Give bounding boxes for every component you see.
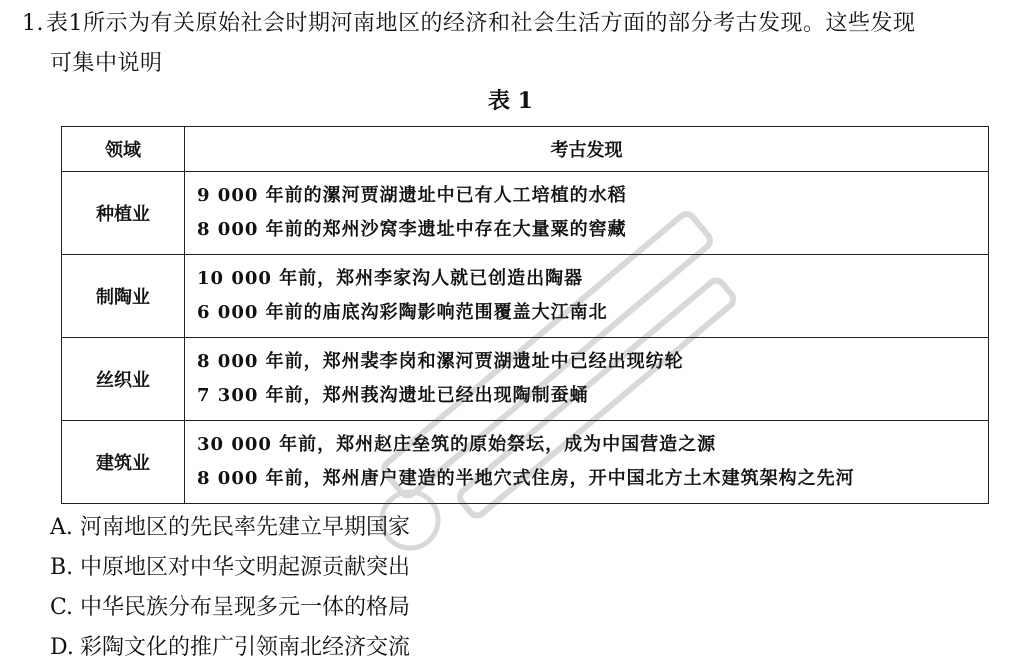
option-letter: A. xyxy=(50,515,73,540)
row-field: 制陶业 xyxy=(62,255,185,338)
row-finds xyxy=(185,255,989,338)
row-finds xyxy=(185,421,989,504)
table-row xyxy=(62,421,989,504)
question-text-2: 可集中说明 xyxy=(50,51,163,76)
table-row xyxy=(62,255,989,338)
question-line-1 xyxy=(22,4,1012,44)
option-d[interactable] xyxy=(50,628,950,668)
find-item: 8 000 年前，郑州唐户建造的半地穴式住房，开中国北方土木建筑架构之先河 xyxy=(197,468,855,489)
row-finds xyxy=(185,172,989,255)
find-item: 30 000 年前，郑州赵庄垒筑的原始祭坛，成为中国营造之源 xyxy=(197,434,717,455)
find-item: 8 000 年前的郑州沙窝李遗址中存在大量粟的窖藏 xyxy=(197,219,627,240)
option-text: 彩陶文化的推广引领南北经济交流 xyxy=(80,635,411,660)
find-item: 6 000 年前的庙底沟彩陶影响范围覆盖大江南北 xyxy=(197,302,608,323)
table-row xyxy=(62,172,989,255)
answer-options xyxy=(50,508,950,668)
option-letter: B. xyxy=(50,555,74,580)
table-header-row xyxy=(62,127,989,172)
option-text: 河南地区的先民率先建立早期国家 xyxy=(80,515,411,540)
option-c[interactable] xyxy=(50,588,950,628)
option-letter: D. xyxy=(50,635,74,660)
row-field: 建筑业 xyxy=(62,421,185,504)
question-stem xyxy=(22,4,1012,84)
option-a[interactable] xyxy=(50,508,950,548)
option-b[interactable] xyxy=(50,548,950,588)
option-text: 中华民族分布呈现多元一体的格局 xyxy=(80,595,411,620)
row-field: 丝织业 xyxy=(62,338,185,421)
header-field: 领域 xyxy=(62,127,185,172)
find-item: 7 300 年前，郑州莪沟遗址已经出现陶制蚕蛹 xyxy=(197,385,589,406)
question-text-1: 表1所示为有关原始社会时期河南地区的经济和社会生活方面的部分考古发现。这些发现 xyxy=(46,11,916,36)
table-row xyxy=(62,338,989,421)
row-field: 种植业 xyxy=(62,172,185,255)
archaeology-table xyxy=(61,126,989,504)
find-item: 8 000 年前，郑州裴李岗和漯河贾湖遗址中已经出现纺轮 xyxy=(197,351,684,372)
option-letter: C. xyxy=(50,595,74,620)
header-finds: 考古发现 xyxy=(185,127,989,172)
find-item: 10 000 年前，郑州李家沟人就已创造出陶器 xyxy=(197,268,584,289)
option-text: 中原地区对中华文明起源贡献突出 xyxy=(80,555,411,580)
find-item: 9 000 年前的漯河贾湖遗址中已有人工培植的水稻 xyxy=(197,185,627,206)
table-title: 表 1 xyxy=(488,88,533,114)
question-number: 1. xyxy=(22,11,44,36)
row-finds xyxy=(185,338,989,421)
